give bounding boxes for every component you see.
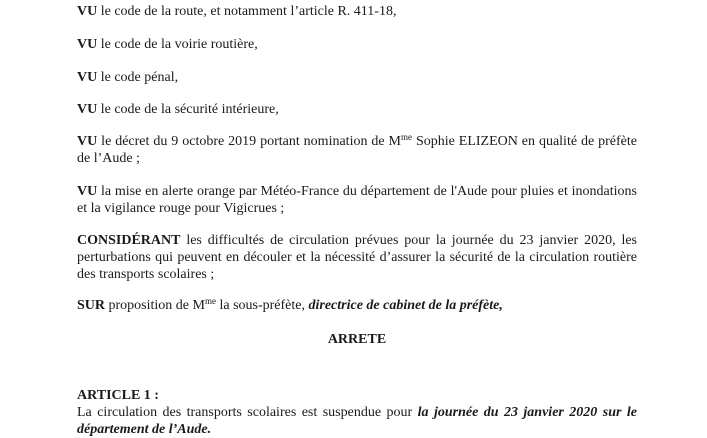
vu-text-part1: le décret du 9 octobre 2019 portant nomination de M <box>97 134 401 149</box>
superscript-me: me <box>401 132 412 142</box>
sur-emphasis: directrice de cabinet de la préfète, <box>308 298 503 313</box>
superscript-me: me <box>204 296 216 306</box>
vu-code-route <box>77 3 637 20</box>
sur-text-part2: la sous-préfète, <box>215 298 309 313</box>
vu-code-penal <box>77 69 637 86</box>
vu-keyword: VU <box>77 184 98 199</box>
vu-alerte <box>77 183 637 217</box>
article-1-emphasis: la journée du 23 janvier 2020 sur le département de l’Aude. <box>77 405 637 437</box>
arrete-heading: ARRETE <box>327 332 387 347</box>
vu-text: la mise en alerte orange par Météo-France du département de l'Aude pour pluies et inondations et la vigilance rouge pour Vigicrues ; <box>77 184 637 216</box>
article-1-body <box>77 404 637 438</box>
vu-text-part2: Sophie ELIZEON en qualité de préfète de l’Aude ; <box>77 134 637 166</box>
vu-code-securite <box>77 101 637 118</box>
article-1-text: La circulation des transports scolaires est suspendue pour <box>77 405 418 420</box>
vu-decret <box>77 133 637 167</box>
vu-text: le code de la sécurité intérieure, <box>97 102 279 117</box>
considerant-text: les difficultés de circulation prévues pour la journée du 23 janvier 2020, les perturbations qui peuvent en découler et la nécessité d’assurer la sécurité de la circulation routière des transports scolaires ; <box>77 233 637 282</box>
vu-text: le code pénal, <box>97 70 179 85</box>
vu-text: le code de la route, et notamment l’article R. 411-18, <box>97 4 397 19</box>
sur-text-part1: proposition de M <box>105 298 205 313</box>
vu-keyword: VU <box>77 4 98 19</box>
article-1-title: ARTICLE 1 : <box>77 388 159 403</box>
considerant-keyword: CONSIDÉRANT <box>77 233 181 248</box>
vu-text: le code de la voirie routière, <box>97 37 258 52</box>
sur-keyword: SUR <box>77 298 106 313</box>
sur-proposition <box>77 297 637 314</box>
vu-keyword: VU <box>77 102 98 117</box>
vu-keyword: VU <box>77 70 98 85</box>
considerant-paragraph <box>77 232 637 283</box>
vu-keyword: VU <box>77 37 98 52</box>
vu-keyword: VU <box>77 134 98 149</box>
vu-code-voirie <box>77 36 637 53</box>
